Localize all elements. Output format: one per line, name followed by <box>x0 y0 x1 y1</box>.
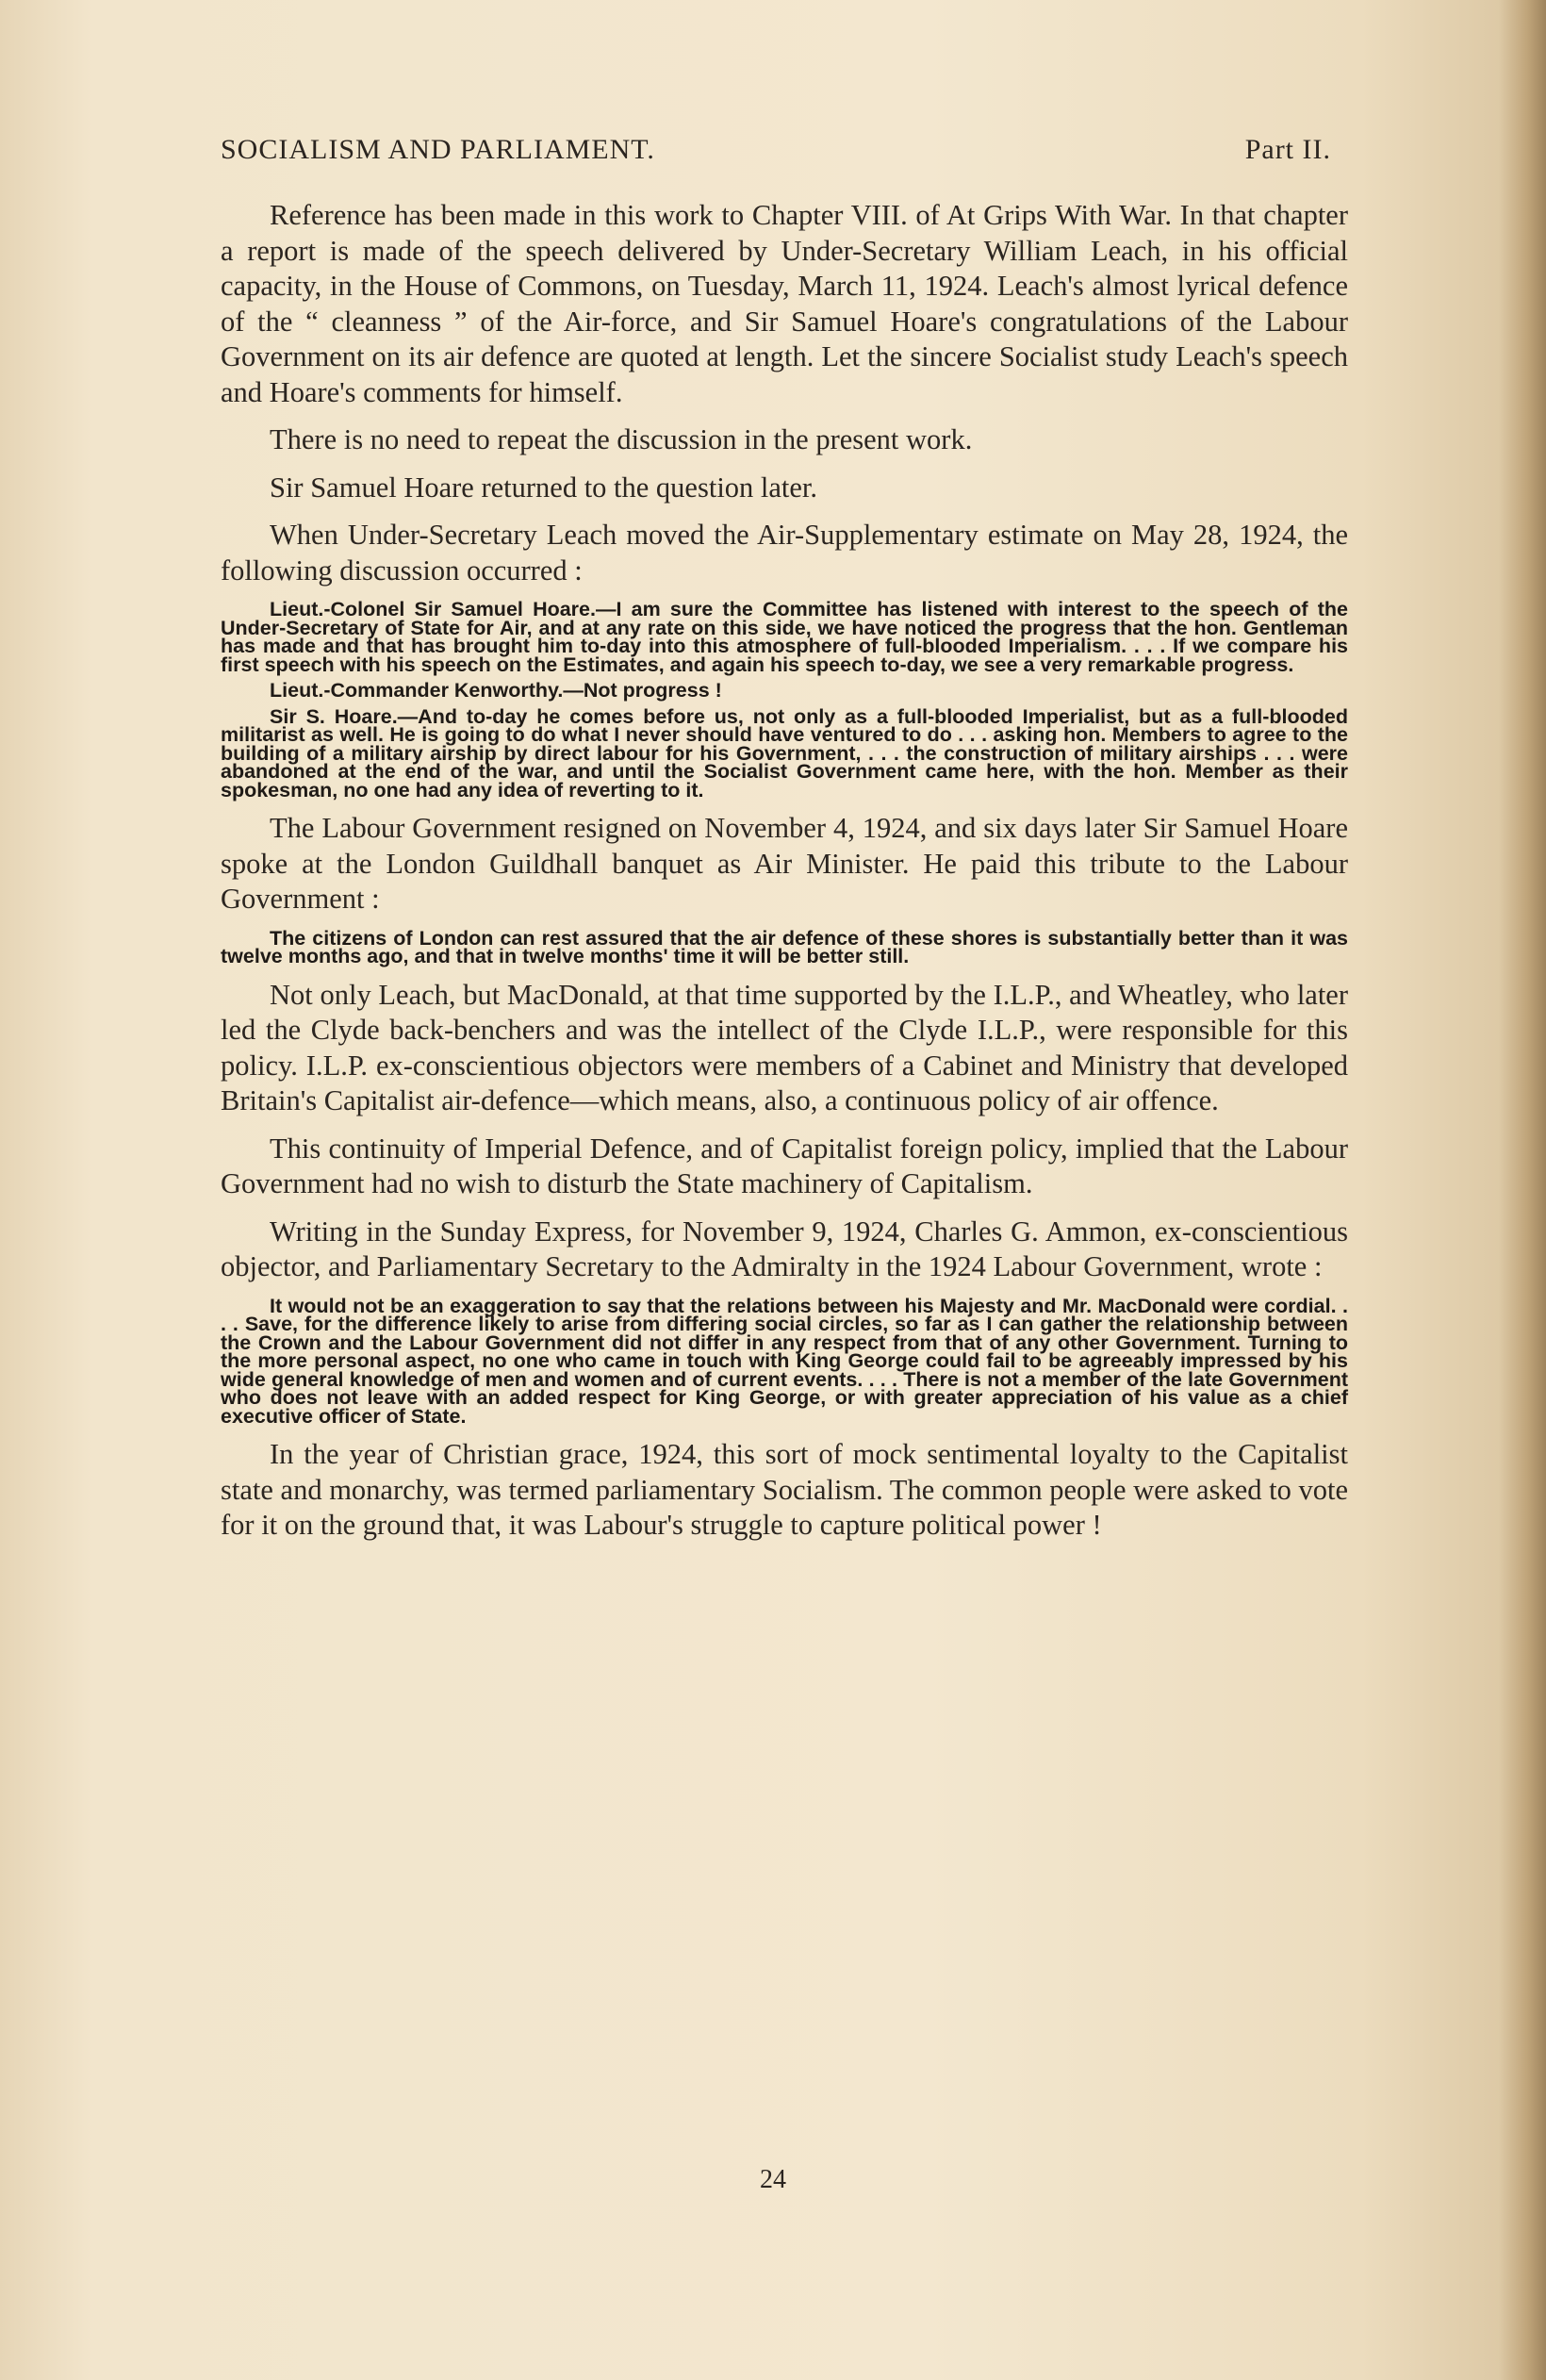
paragraph-reference: Reference has been made in this work to Chapter VIII. of At Grips With War. In that chapter a report is made of the speech delivered by Under-Secretary William Leach, in his official capacity, in the House of Commons, on Tuesday, March 11, 1924. Leach's almost lyrical defence of the “ cleanness ” of the Air-force, and Sir Samuel Hoare's congratulations of the Labour Government on its air defence are quoted at length. Let the sincere Socialist study Leach's speech and Hoare's comments for himself. <box>221 199 1348 408</box>
paragraph-no-need: There is no need to repeat the discussion in the present work. <box>270 423 973 455</box>
quote-kenworthy: Lieut.-Commander Kenworthy.—Not progress ! <box>270 679 722 702</box>
quote-ammon: It would not be an exaggeration to say that the relations between his Majesty and Mr. MacDonald were cordial. . . . Save, for the difference likely to arise from differing social circles, so far as I can gather the relationship between the Crown and the Labour Government did not differ in any respect from that of any other Government. Turning to the more personal aspect, no one who came in touch with King George could fail to be agreeably impressed by his wide general knowledge of men and women and of current events. . . . There is not a member of the late Government who does not leave with an added respect for King George, or with greater appreciation of his value as a chief executive officer of State. <box>221 1294 1348 1428</box>
paragraph-sunday-express: Writing in the Sunday Express, for November 9, 1924, Charles G. Ammon, ex-conscientious objector, and Parliamentary Secretary to the Admiralty in the 1924 Labour Government, wrote : <box>221 1215 1348 1282</box>
page-body <box>221 198 1348 1556</box>
paragraph-guildhall: The Labour Government resigned on November 4, 1924, and six days later Sir Samuel Hoare spoke at the London Guildhall banquet as Air Minister. He paid this tribute to the Labour Government : <box>221 812 1348 915</box>
paragraph-continuity: This continuity of Imperial Defence, and of Capitalist foreign policy, implied that the Labour Government had no wish to disturb the State machinery of Capitalism. <box>221 1132 1348 1199</box>
page-edge-shadow <box>1499 0 1546 2380</box>
paragraph-hoare-returned: Sir Samuel Hoare returned to the question later. <box>270 471 818 504</box>
paragraph-final: In the year of Christian grace, 1924, this sort of mock sentimental loyalty to the Capitalist state and monarchy, was termed parliamentary Socialism. The common people were asked to vote for it on the ground that, it was Labour's struggle to capture political power ! <box>221 1438 1348 1541</box>
quote-hoare-1: Lieut.-Colonel Sir Samuel Hoare.—I am sure the Committee has listened with interest to the speech of the Under-Secretary of State for Air, and at any rate on this side, we have noticed the progress that the hon. Gentleman has made and that has brought him to-day into this atmosphere of full-blooded Imperialism. . . . If we compare his first speech with his speech on the Estimates, and again his speech to-day, we see a very remarkable progress. <box>221 598 1348 676</box>
quote-guildhall: The citizens of London can rest assured that the air defence of these shores is substantially better than it was twelve months ago, and that in twelve months' time it will be better still. <box>221 926 1348 967</box>
quote-hoare-2: Sir S. Hoare.—And to-day he comes before us, not only as a full-blooded Imperialist, but as a full-blooded militarist as well. He is going to do what I never should have ventured to do . . . asking hon. Members to agree to the building of a military airship by direct labour for his Government, . . . the construction of military airships . . . were abandoned at the end of the war, and until the Socialist Government came here, with the hon. Member as their spokesman, no one had any idea of reverting to it. <box>221 704 1348 802</box>
running-header <box>221 134 1331 166</box>
page-number: 24 <box>760 2165 786 2194</box>
header-title: SOCIALISM AND PARLIAMENT. <box>221 134 655 165</box>
header-part: Part II. <box>1244 134 1331 165</box>
paragraph-leach-macdonald: Not only Leach, but MacDonald, at that time supported by the I.L.P., and Wheatley, who later led the Clyde back-benchers and was the intellect of the Clyde I.L.P., were responsible for this policy. I.L.P. ex-conscientious objectors were members of a Cabinet and Ministry that developed Britain's Capitalist air-defence—which means, also, a continuous policy of air offence. <box>221 978 1348 1116</box>
paragraph-supplementary-estimate: When Under-Secretary Leach moved the Air-Supplementary estimate on May 28, 1924, the following discussion occurred : <box>221 519 1348 587</box>
